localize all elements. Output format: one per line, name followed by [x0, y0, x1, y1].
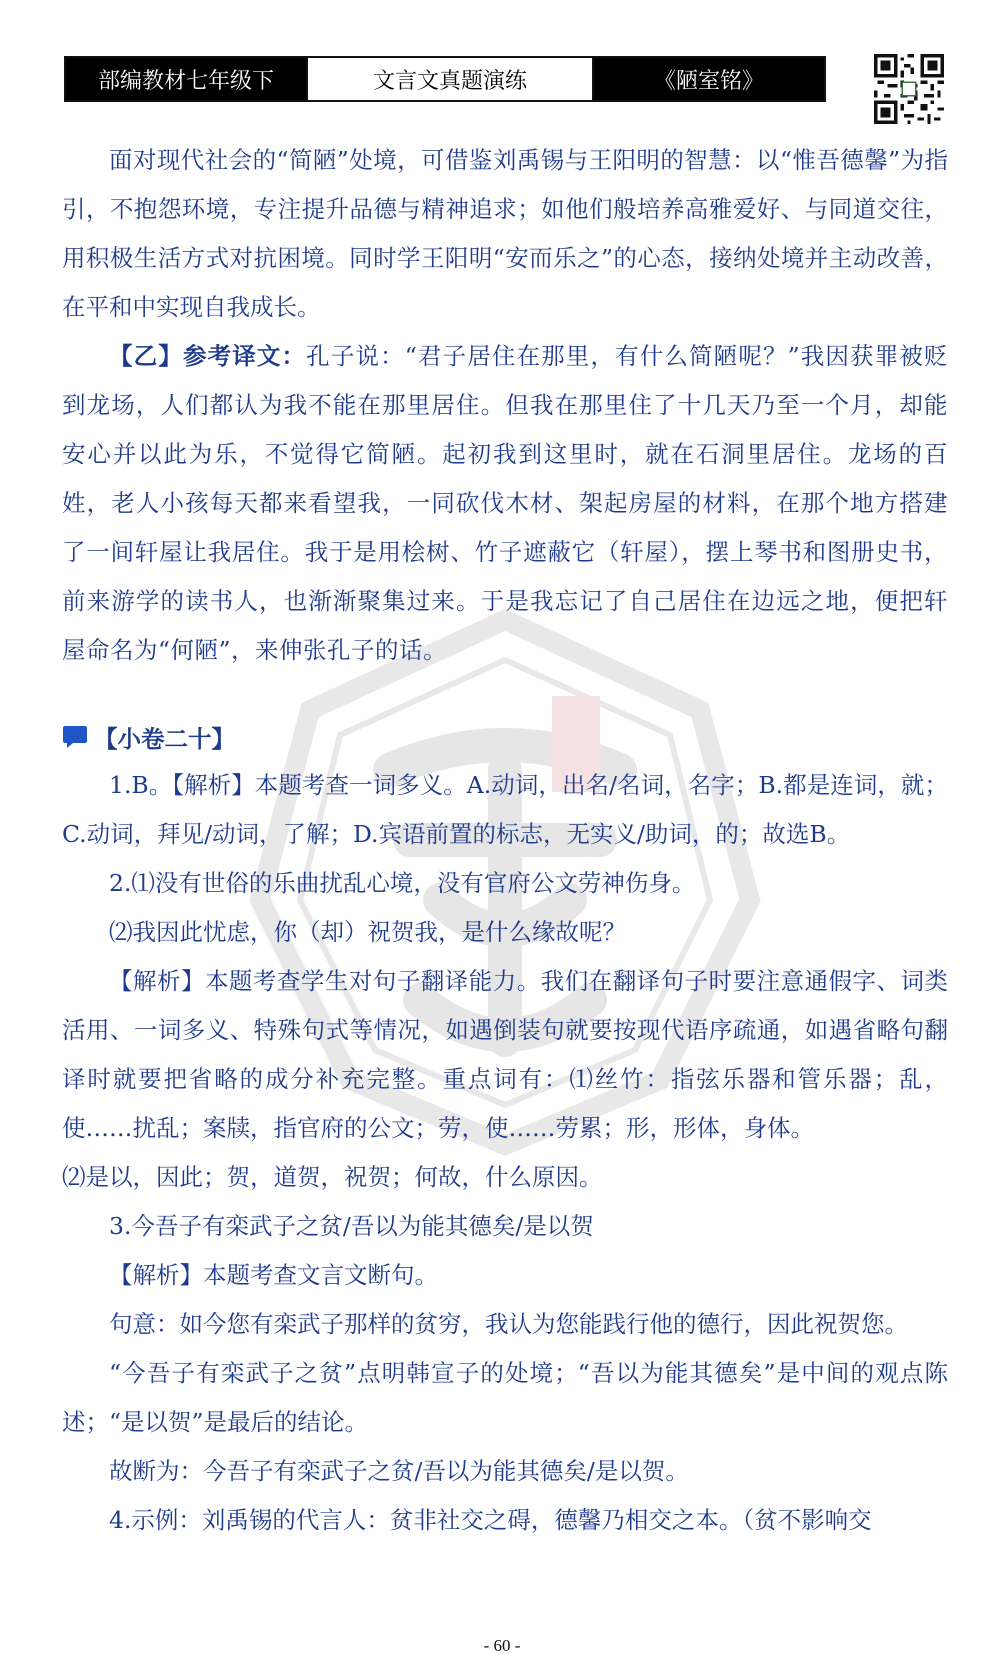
answer-1: 1.B。【解析】本题考查一词多义。A.动词，出名/名词，名字；B.都是连词，就；C.动词，拜见/动词，了解；D.宾语前置的标志，无实义/助词，的；故选B。	[62, 771, 948, 848]
answer-2-2: ⑵我因此忧虑，你（却）祝贺我，是什么缘故呢？	[109, 918, 626, 946]
header-grade: 部编教材七年级下	[66, 58, 306, 100]
translation-label: 【乙】参考译文：	[109, 342, 307, 370]
page-content	[62, 136, 948, 1545]
intro-paragraph: 面对现代社会的“简陋”处境，可借鉴刘禹锡与王阳明的智慧：以“惟吾德馨”为指引，不抱怨环境，专注提升品德与精神追求；如他们般培养高雅爱好、与同道交往，用积极生活方式对抗困境。同时学王阳明“安而乐之”的心态，接纳处境并主动改善，在平和中实现自我成长。	[62, 146, 948, 321]
page-header	[64, 56, 826, 102]
answer-2-analysis: 【解析】本题考查学生对句子翻译能力。我们在翻译句子时要注意通假字、词类活用、一词多义、特殊句式等情况，如遇倒装句就要按现代语序疏通，如遇省略句翻译时就要把省略的成分补充完整。重点词有：⑴丝竹：指弦乐器和管乐器；乱，使……扰乱；案牍，指官府的公文；劳，使……劳累；形，形体，身体。	[62, 967, 948, 1142]
section-heading	[62, 713, 948, 761]
section-title: 【小卷二十】	[94, 725, 235, 753]
page-number: - 60 -	[483, 1636, 521, 1655]
translation-paragraph	[62, 332, 948, 675]
answer-2-1: 2.⑴没有世俗的乐曲扰乱心境，没有官府公文劳神伤身。	[109, 869, 696, 897]
answer-3: 3.今吾子有栾武子之贫/吾以为能其德矣/是以贺	[109, 1212, 594, 1240]
answer-3-result: 故断为：今吾子有栾武子之贫/吾以为能其德矣/是以贺。	[109, 1457, 689, 1485]
answer-3-meaning: 句意：如今您有栾武子那样的贫穷，我认为您能践行他的德行，因此祝贺您。	[109, 1310, 908, 1338]
answer-4: 4.示例：刘禹锡的代言人：贫非社交之碍，德馨乃相交之本。（贫不影响交	[109, 1506, 872, 1534]
qr-code-icon	[874, 54, 944, 124]
answer-2-analysis-cont: ⑵是以，因此；贺，道贺，祝贺；何故，什么原因。	[62, 1163, 603, 1191]
answer-3-analysis: 【解析】本题考查文言文断句。	[109, 1261, 438, 1289]
chat-bubble-icon	[62, 724, 88, 750]
header-lesson: 《陋室铭》	[594, 58, 824, 100]
answer-3-explain: “今吾子有栾武子之贫”点明韩宣子的处境；“吾以为能其德矣”是中间的观点陈述；“是以贺”是最后的结论。	[62, 1359, 948, 1436]
header-topic: 文言文真题演练	[306, 58, 594, 100]
translation-text: 孔子说：“君子居住在那里，有什么简陋呢？”我因获罪被贬到龙场，人们都认为我不能在那里居住。但我在那里住了十几天乃至一个月，却能安心并以此为乐，不觉得它简陋。起初我到这里时，就在石洞里居住。龙场的百姓，老人小孩每天都来看望我，一同砍伐木材、架起房屋的材料，在那个地方搭建了一间轩屋让我居住。我于是用桧树、竹子遮蔽它（轩屋），摆上琴书和图册史书，前来游学的读书人，也渐渐聚集过来。于是我忘记了自己居住在边远之地，便把轩屋命名为“何陋”，来伸张孔子的话。	[62, 342, 948, 664]
